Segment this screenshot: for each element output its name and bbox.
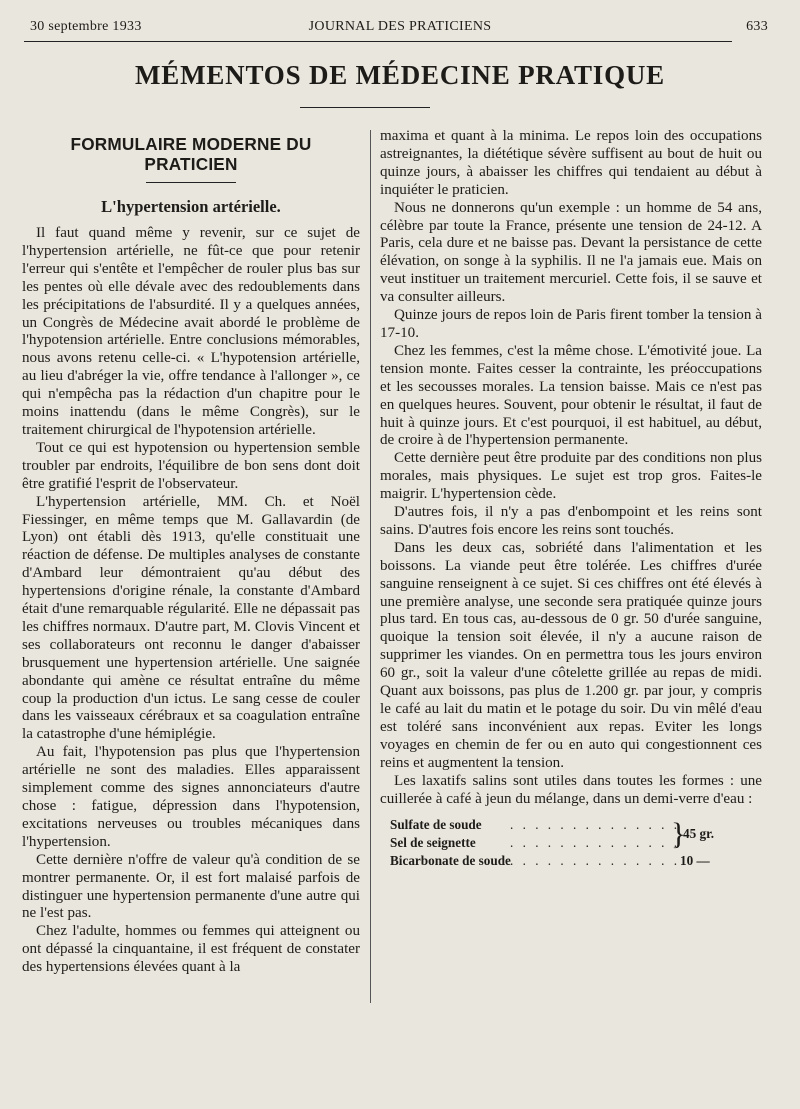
left-column bbox=[22, 128, 360, 977]
paragraph: Quinze jours de repos loin de Paris firent tomber la tension à 17-10. bbox=[380, 307, 762, 341]
column-divider bbox=[370, 130, 371, 1003]
paragraph: Les laxatifs salins sont utiles dans toutes les formes : une cuillerée à café à jeun du mélange, dans un demi-verre d'eau : bbox=[380, 772, 762, 807]
paragraph: maxima et quant à la minima. Le repos loin des occupations astreignantes, la diététique sévère suffisent au bout de huit ou quinze jours, à abaisser les chiffres qui tendaient au début à inquiéter le praticien. bbox=[380, 128, 762, 198]
paragraph: Au fait, l'hypotension pas plus que l'hypertension artérielle ne sont des maladies. Elles apparaissent simplement comme des signes annonciateurs d'autre chose : fatigue, dépression dans l'hypotension, excitations nerveuses ou troubles mécaniques dans l'hypertension. bbox=[22, 744, 360, 850]
title-rule bbox=[300, 107, 430, 108]
paragraph: L'hypertension artérielle, MM. Ch. et Noël Fiessinger, en même temps que M. Gallavardin (de Lyon) ont établi dès 1913, qu'elle constituait une réaction de défense. De multiples analyses de constante d'Ambard leur démontraient qu'au début des hypertensions d'origine rénale, la constante d'Ambard était d'une remarquable régularité. Elle ne dépassait pas les chiffres normaux. D'autre part, M. Clovis Vincent et ses collaborateurs ont reconnu le danger d'abaisser brusquement une hypertension artérielle. Une saignée abondante qui amène ce résultat entraîne du même coup la production d'un ictus. Le sang cesse de couler dans les vaisseaux cérébraux et sa coagulation entraîne la catastrophe d'une hémiplégie. bbox=[22, 493, 360, 743]
quantity: 45 gr. bbox=[683, 826, 715, 842]
paragraph: Cette dernière n'offre de valeur qu'à condition de se montrer permanente. Or, il est fort malaisé parfois de distinguer une hypertension permanente d'une autre qui ne l'est pas. bbox=[22, 851, 360, 922]
ingredient: Bicarbonate de soude bbox=[390, 853, 511, 869]
page-title: MÉMENTOS DE MÉDECINE PRATIQUE bbox=[134, 60, 665, 90]
paragraph: Cette dernière peut être produite par des conditions non plus morales, mais physiques. Le sujet est trop gros. Faites-le maigrir. L'hypertension cède. bbox=[380, 450, 762, 503]
leader-dots: . . . . . . . . . . . . . . bbox=[510, 835, 681, 851]
running-head bbox=[28, 14, 772, 40]
grouped-ingredients bbox=[380, 816, 762, 852]
paragraph: Il faut quand même y revenir, sur ce sujet de l'hypertension artérielle, ne fût-ce que pour retenir l'erreur qui s'entête et l'empêcher de rouler plus bas sur les pentes où elle dévale avec des redoublements dans les précipitations de l'absurdité. Il y a quelques années, un Congrès de Médecine avait abordé le problème de l'hypotension artérielle. Entre conclusions mémorables, nous avons retenu celle-ci. « L'hypotension artérielle, au lieu d'abréger la vie, offre tendance à l'allonger », ce qui n'empêcha pas la rédaction d'un chapitre pour le moins inattendu (dans le même Congrès), sur le traitement chirurgical de l'hypotension artérielle. bbox=[22, 225, 360, 438]
right-column bbox=[380, 128, 762, 870]
paragraph: Nous ne donnerons qu'un exemple : un homme de 54 ans, célèbre par toute la France, présente une tension de 24-12. A Paris, cela dure et ne baisse pas. Devant la persistance de cette élévation, on songe à la syphilis. Il ne l'a jamais eue. Mais on veut instituer un traitement mercuriel. Cette fois, il se sauve et va consulter ailleurs. bbox=[380, 199, 762, 306]
page-number: 633 bbox=[746, 19, 768, 34]
quantity: 10 — bbox=[680, 853, 710, 869]
leader-dots: . . . . . . . . . . . . . . bbox=[510, 853, 681, 869]
ingredient: Sulfate de soude bbox=[390, 817, 482, 833]
paragraph: Dans les deux cas, sobriété dans l'alimentation et les boissons. La viande peut être tolérée. Les chiffres d'urée sanguine renseignent à ce sujet. Si ces chiffres ont été élevés à une première analyse, une seconde sera pratiquée quinze jours plus tard. En tous cas, au-dessous de 0 gr. 50 d'urée sanguine, quoique la tension soit élevée, il n'y a aucune raison de supprimer les viandes. On en permettra tous les jours environ 60 gr., soit la valeur d'une côtelette grillée au repas de midi. Quant aux boissons, pas plus de 1.200 gr. par jour, y compris le café au lait du matin et le potage du soir. Du vin mêlé d'eau est toléré sans inconvénient aux repas. Eviter les longs voyages en chemin de fer ou en auto qui congestionnent ces reins et augmentent la tension. bbox=[380, 539, 762, 771]
section-rule bbox=[146, 182, 236, 183]
section-heading: FORMULAIRE MODERNE DU PRATICIEN bbox=[70, 134, 312, 174]
article-title: L'hypertension artérielle. bbox=[101, 197, 281, 216]
paragraph: Chez l'adulte, hommes ou femmes qui atteignent ou ont dépassé la cinquantaine, il est fréquent de constater des hypertensions élevées quant à la bbox=[22, 923, 360, 976]
issue-date: 30 septembre 1933 bbox=[30, 19, 142, 34]
brace-symbol: } bbox=[671, 816, 686, 852]
leader-dots: . . . . . . . . . . . . . . bbox=[510, 817, 681, 833]
ingredient: Sel de seignette bbox=[390, 835, 476, 851]
prescription-formula bbox=[380, 816, 762, 870]
paragraph: Tout ce qui est hypotension ou hypertension semble troubler par endroits, l'équilibre de bon sens dont doit être gratifié l'esprit de l'observateur. bbox=[22, 439, 360, 492]
paragraph: Chez les femmes, c'est la même chose. L'émotivité joue. La tension monte. Faites cesser la contrainte, les préoccupations et les secousses morales. La tension baisse. Mais ce n'est pas en quelques heures. Souvent, pour obtenir le résultat, il faut de huit à quinze jours. Et c'est pourquoi, il est habituel, au début, de croire à de l'hypertension permanente. bbox=[380, 342, 762, 449]
paragraph: D'autres fois, il n'y a pas d'enbompoint et les reins sont sains. D'autres fois encore les reins sont touchés. bbox=[380, 504, 762, 538]
journal-name: JOURNAL DES PRATICIENS bbox=[308, 19, 492, 34]
header-rule bbox=[24, 41, 732, 42]
ingredient-row bbox=[380, 852, 762, 870]
